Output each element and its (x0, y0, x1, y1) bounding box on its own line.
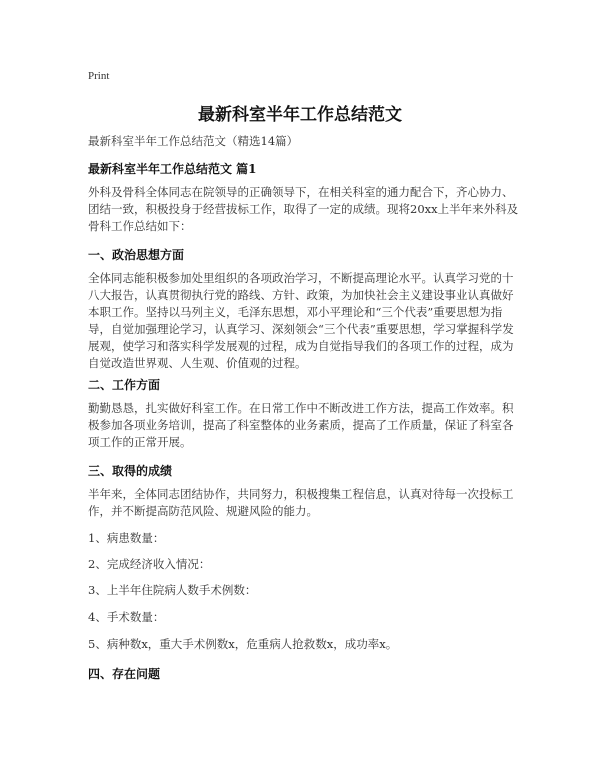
list-item: 1、病患数量： (88, 531, 165, 545)
print-label: Print (88, 70, 110, 82)
section-text-work: 勤勤恳恳，扎实做好科室工作。在日常工作中不断改进工作方法，提高工作效率。积极参加各项业务培训，提高了科室整体的业务素质，提高了工作质量，保证了科室各项工作的正常开展。 (88, 401, 514, 449)
intro-paragraph: 外科及骨科全体同志在院领导的正确领导下，在相关科室的通力配合下，齐心协力、团结一致，积极投身于经营拔标工作，取得了一定的成绩。现将20xx上半年来外科及骨科工作总结如下： (88, 185, 519, 233)
section-text-politics: 全体同志能积极参加处里组织的各项政治学习，不断提高理论水平。认真学习党的十八大报告，认真贯彻执行党的路线、方针、政策，为加快社会主义建设事业认真做好本职工作。坚持以马列主义，毛泽东思想，邓小平理论和“三个代表”重要思想为指导，自觉加强理论学习，认真学习、深刻领会“三个代表”重要思想，学习掌握科学发展观，使学习和落实科学发展观的过程，成为自觉指导我们的各项工作的过程，成为自觉改造世界观、人生观、价值观的过程。 (88, 271, 514, 370)
section-heading-work: 二、工作方面 (88, 378, 161, 392)
list-item: 5、病种数x，重大手术例数x，危重病人抢救数x，成功率x。 (88, 637, 398, 651)
list-item: 2、完成经济收入情况： (88, 557, 211, 571)
document-subtitle: 最新科室半年工作总结范文（精选14篇） (88, 134, 299, 148)
section-text-results: 半年来，全体同志团结协作，共同努力，积极搜集工程信息，认真对待每一次投标工作，并不断提高防范风险、规避风险的能力。 (88, 487, 514, 518)
list-item: 3、上半年住院病人数手术例数： (88, 583, 257, 597)
article-title: 最新科室半年工作总结范文 篇1 (88, 162, 257, 176)
section-heading-politics: 一、政治思想方面 (88, 248, 185, 262)
section-heading-problems: 四、存在问题 (88, 667, 161, 681)
list-item: 4、手术数量： (88, 610, 165, 624)
document-title: 最新科室半年工作总结范文 (198, 105, 402, 125)
section-heading-results: 三、取得的成绩 (88, 464, 173, 478)
